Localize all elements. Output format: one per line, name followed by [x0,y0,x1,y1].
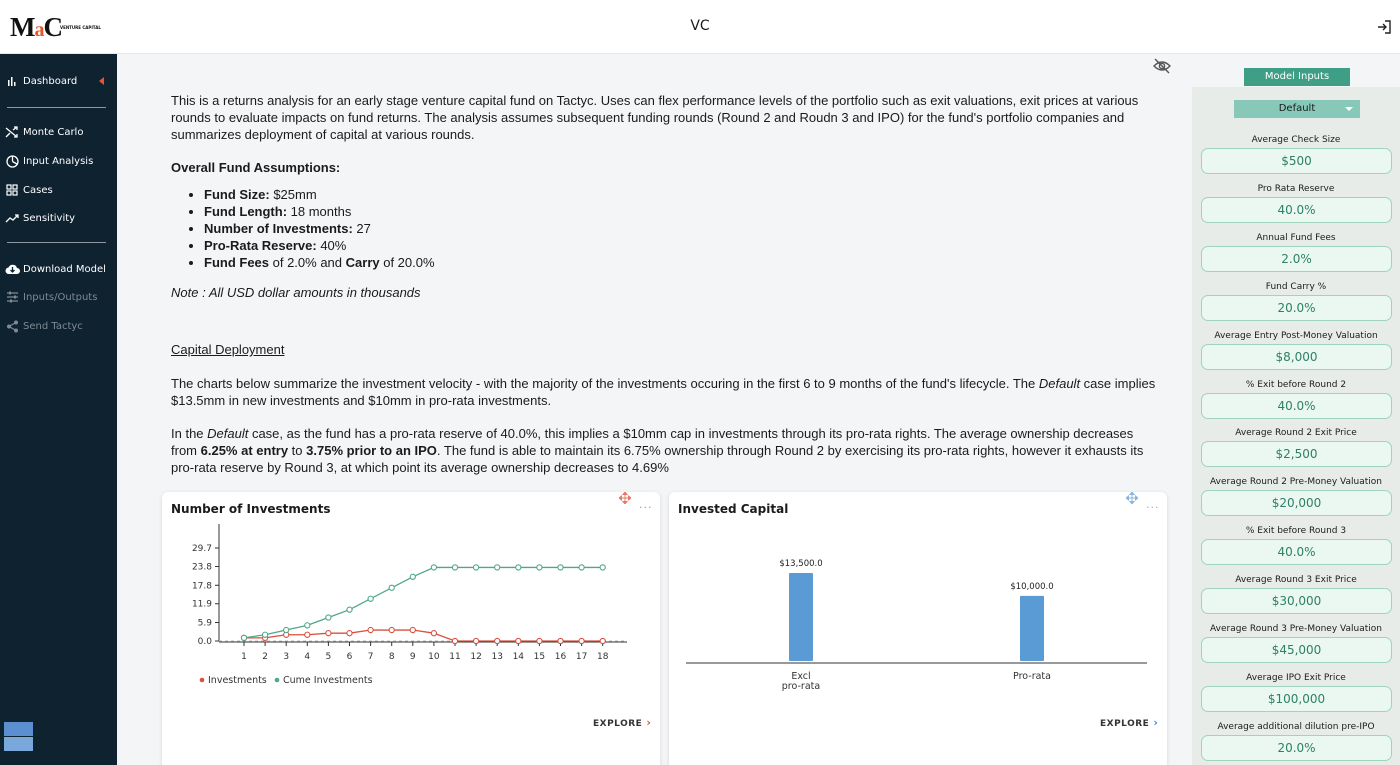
sidebar-item-download-model[interactable] [4,259,106,279]
assumptions-heading: Overall Fund Assumptions: [171,160,341,175]
bar [789,573,813,661]
y-tick-label: 5.9 [197,618,212,629]
x-tick-label: 8 [388,652,395,662]
legend-marker [275,678,280,683]
list-item: • Fund Fees of 2.0% and Carry of 20.0% [204,254,435,271]
input-field[interactable]: $2,500 [1201,441,1392,467]
sidebar-item-label: Cases [23,184,53,196]
sidebar-item-label: Monte Carlo [23,126,84,138]
hide-eye-icon[interactable] [1152,57,1172,75]
list-item: • Fund Length: 18 months [204,203,435,220]
x-tick-label: 13 [491,652,503,662]
data-point [241,635,246,640]
x-tick-label: 14 [512,652,525,662]
x-tick-label: 4 [304,652,311,662]
legend-label: Cume Investments [283,675,373,686]
data-point [558,638,563,643]
data-point [579,565,584,570]
x-category-label: Excl [791,671,811,682]
data-point [347,607,352,612]
capital-chart-card [669,492,1167,765]
input-field[interactable]: $100,000 [1201,686,1392,712]
input-field[interactable]: 40.0% [1201,393,1392,419]
input-label: Average additional dilution pre-IPO [1217,721,1375,732]
input-label: Annual Fund Fees [1256,232,1336,243]
cloud-download-icon [4,262,20,276]
more-menu-icon[interactable]: ··· [639,501,653,514]
sidebar-item-monte-carlo[interactable] [4,122,83,142]
input-label: Average Round 2 Pre-Money Valuation [1210,477,1382,488]
data-point [537,638,542,643]
input-label: % Exit before Round 2 [1245,379,1347,390]
data-point [431,565,436,570]
investments-chart-card [162,492,660,765]
data-point [347,631,352,636]
chart-title: Invested Capital [678,502,789,516]
input-label: Pro Rata Reserve [1257,183,1335,194]
chevron-right-icon: › [646,716,652,729]
capital-bar-chart [669,492,1167,692]
data-point [537,565,542,570]
data-point [389,585,394,590]
x-tick-label: 12 [470,652,482,662]
share-icon [4,319,20,333]
sidebar-item-sensitivity[interactable] [4,208,75,228]
x-tick-label: 9 [409,652,416,662]
data-point [368,627,373,632]
shuffle-icon [4,125,20,139]
list-item: • Number of Investments: 27 [204,220,435,237]
sidebar-item-label: Inputs/Outputs [23,291,98,303]
x-tick-label: 16 [554,652,567,662]
input-label: Fund Carry % [1265,281,1327,292]
sidebar-item-dashboard[interactable] [4,71,77,91]
x-tick-label: 17 [575,652,588,662]
sidebar-item-label: Send Tactyc [23,320,83,332]
data-point [600,638,605,643]
model-inputs-button[interactable]: Model Inputs [1244,68,1350,86]
x-tick-label: 6 [346,652,353,662]
case-select[interactable]: Default [1234,100,1360,118]
logo-text: MaC [10,12,62,42]
x-category-label: pro-rata [781,681,821,692]
x-category-label: Pro-rata [1013,671,1051,682]
list-item: • Fund Size: $25mm [204,186,435,203]
sidebar [0,54,117,765]
y-tick-label: 29.7 [191,544,212,554]
sidebar-item-label: Sensitivity [23,212,76,224]
y-tick-label: 11.9 [191,599,212,610]
input-field[interactable]: 40.0% [1201,197,1392,223]
y-tick-label: 0.0 [197,637,212,647]
sidebar-item-label: Input Analysis [23,155,94,167]
sidebar-item-label: Download Model [23,263,106,275]
input-field[interactable]: $45,000 [1201,637,1392,663]
bar [1020,596,1044,661]
sidebar-divider [7,107,106,108]
investments-line-chart [162,492,660,692]
input-field[interactable]: 20.0% [1201,295,1392,321]
data-point [516,638,521,643]
assumptions-list [204,186,435,271]
explore-link[interactable]: EXPLORE › [593,716,652,729]
intro-paragraph: This is a returns analysis for an early stage venture capital fund on Tactyc. Uses can flex performance levels of the portfolio such as exit valuations, exit prices at various rounds to evaluate impacts on fund returns. The analysis assumes subsequent funding rounds (Round 2 and Roudn 3 and IPO) for the fund's portfolio companies and summarizes deployment of capital at various rounds. [171,93,1139,142]
chart-title: Number of Investments [171,502,331,516]
data-point [452,638,457,643]
legend-label: Investments [208,675,267,686]
data-point [431,631,436,636]
data-point [600,565,605,570]
app-header [0,0,1400,54]
series-line-cume-investments [244,567,603,637]
note-text: Note : All USD dollar amounts in thousands [171,285,421,300]
sidebar-thumbnail-icon[interactable] [4,722,33,751]
sidebar-item-label: Dashboard [23,75,78,87]
sidebar-item-input-analysis[interactable] [4,151,93,171]
data-point [474,565,479,570]
data-point [495,638,500,643]
input-label: Average IPO Exit Price [1246,672,1346,683]
capital-paragraph-2: In the Default case, as the fund has a pro-rata reserve of 40.0%, this implies a $10mm cap in investments through its pro-rata rights. The average ownership decreases from 6.25% at entry to 3.75% prior to an IPO. The fund is able to maintain its 6.75% ownership through Round 2 by exercising its pro-rata rights, however it exhausts its pro-rata reserve by Round 3, at which point its average ownership decreases to 4.69% [171,426,1144,475]
capital-deployment-heading: Capital Deployment [171,342,285,357]
data-point [452,565,457,570]
data-point [305,632,310,637]
input-label: Average Entry Post-Money Valuation [1214,330,1378,341]
logo-subtext: VENTURE CAPITAL [60,25,101,30]
series-line-investments [244,630,603,641]
x-tick-label: 7 [367,652,374,662]
x-tick-label: 10 [428,652,440,662]
sliders-icon [4,290,20,304]
data-point [263,632,268,637]
data-point [474,638,479,643]
input-field[interactable]: 20.0% [1201,735,1392,761]
input-label: Average Round 2 Exit Price [1235,428,1357,439]
data-point [410,627,415,632]
input-label: Average Round 3 Exit Price [1235,575,1357,586]
grid-icon [4,183,20,197]
data-point [579,638,584,643]
active-caret-icon [99,77,104,85]
x-tick-label: 2 [262,652,268,662]
input-field[interactable]: 2.0% [1201,246,1392,272]
list-item: • Pro-Rata Reserve: 40% [204,237,435,254]
input-label: Average Check Size [1251,135,1341,145]
x-tick-label: 1 [241,652,247,662]
chevron-right-icon: › [1153,716,1159,729]
input-label: % Exit before Round 3 [1245,526,1347,537]
data-point [284,627,289,632]
chevron-down-icon [1345,107,1353,111]
trend-up-icon [4,211,20,225]
data-point [410,574,415,579]
explore-link[interactable]: EXPLORE › [1100,716,1159,729]
data-point [305,623,310,628]
data-point [368,596,373,601]
bar-chart-icon [4,74,20,88]
sidebar-item-send-tactyc[interactable] [4,316,83,336]
bar-value-label: $10,000.0 [1010,581,1054,592]
data-point [495,565,500,570]
x-tick-label: 18 [596,652,609,662]
chart-pie-icon [4,154,20,168]
data-point [558,565,563,570]
sidebar-divider [7,242,106,243]
sidebar-item-inputs-outputs[interactable] [4,287,97,307]
x-tick-label: 15 [533,652,546,662]
data-point [326,615,331,620]
y-tick-label: 23.8 [191,562,212,573]
input-label: Average Round 3 Pre-Money Valuation [1210,624,1382,634]
input-field[interactable]: $30,000 [1201,588,1392,614]
bar-value-label: $13,500.0 [779,559,823,569]
capital-paragraph-1: The charts below summarize the investment velocity - with the majority of the investments occuring in the first 6 to 9 months of the fund's lifecycle. The Default case implies $13.5mm in new investments and $10mm in pro-rata investments. [171,376,1156,408]
logout-icon[interactable] [1376,19,1392,35]
input-field[interactable]: $500 [1201,148,1392,174]
more-menu-icon[interactable]: ··· [1146,501,1160,514]
page-title: VC [690,18,710,34]
data-point [516,565,521,570]
y-tick-label: 17.8 [191,581,212,592]
input-field[interactable]: $8,000 [1201,344,1392,370]
x-tick-label: 3 [283,652,290,662]
input-field[interactable]: 40.0% [1201,539,1392,565]
x-tick-label: 5 [325,652,332,662]
data-point [326,631,331,636]
data-point [389,627,394,632]
sidebar-item-cases[interactable] [4,180,53,200]
legend-marker [200,678,205,683]
input-field[interactable]: $20,000 [1201,490,1392,516]
x-tick-label: 11 [449,652,461,662]
